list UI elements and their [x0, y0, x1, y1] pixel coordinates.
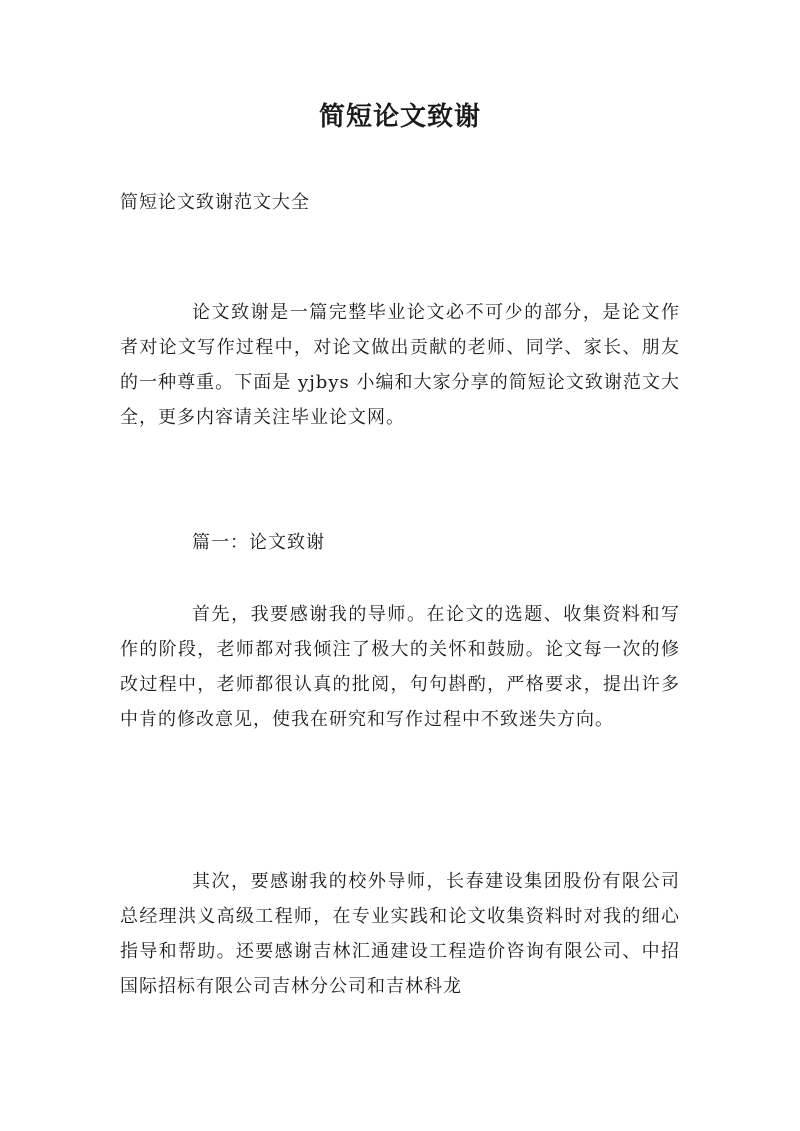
section-heading: 篇一：论文致谢 — [192, 532, 325, 553]
document-subtitle: 简短论文致谢范文大全 — [120, 192, 310, 213]
page-title: 简短论文致谢 — [318, 102, 481, 132]
body-paragraph: 其次，要感谢我的校外导师，长春建设集团股份有限公司总经理洪义高级工程师，在专业实践和论文收集资料时对我的细心指导和帮助。还要感谢吉林汇通建设工程造价咨询有限公司、中招国际招标有限公司吉林分公司和吉林科龙 — [120, 871, 680, 997]
intro-paragraph: 论文致谢是一篇完整毕业论文必不可少的部分，是论文作者对论文写作过程中，对论文做出贡献的老师、同学、家长、朋友的一种尊重。下面是 yjbys 小编和大家分享的简短论文致谢范文大全，更多内容请关注毕业论文网。 — [120, 302, 680, 428]
body-paragraph: 首先，我要感谢我的导师。在论文的选题、收集资料和写作的阶段，老师都对我倾注了极大的关怀和鼓励。论文每一次的修改过程中，老师都很认真的批阅，句句斟酌，严格要求，提出许多中肯的修改意见，使我在研究和写作过程中不致迷失方向。 — [120, 604, 680, 730]
